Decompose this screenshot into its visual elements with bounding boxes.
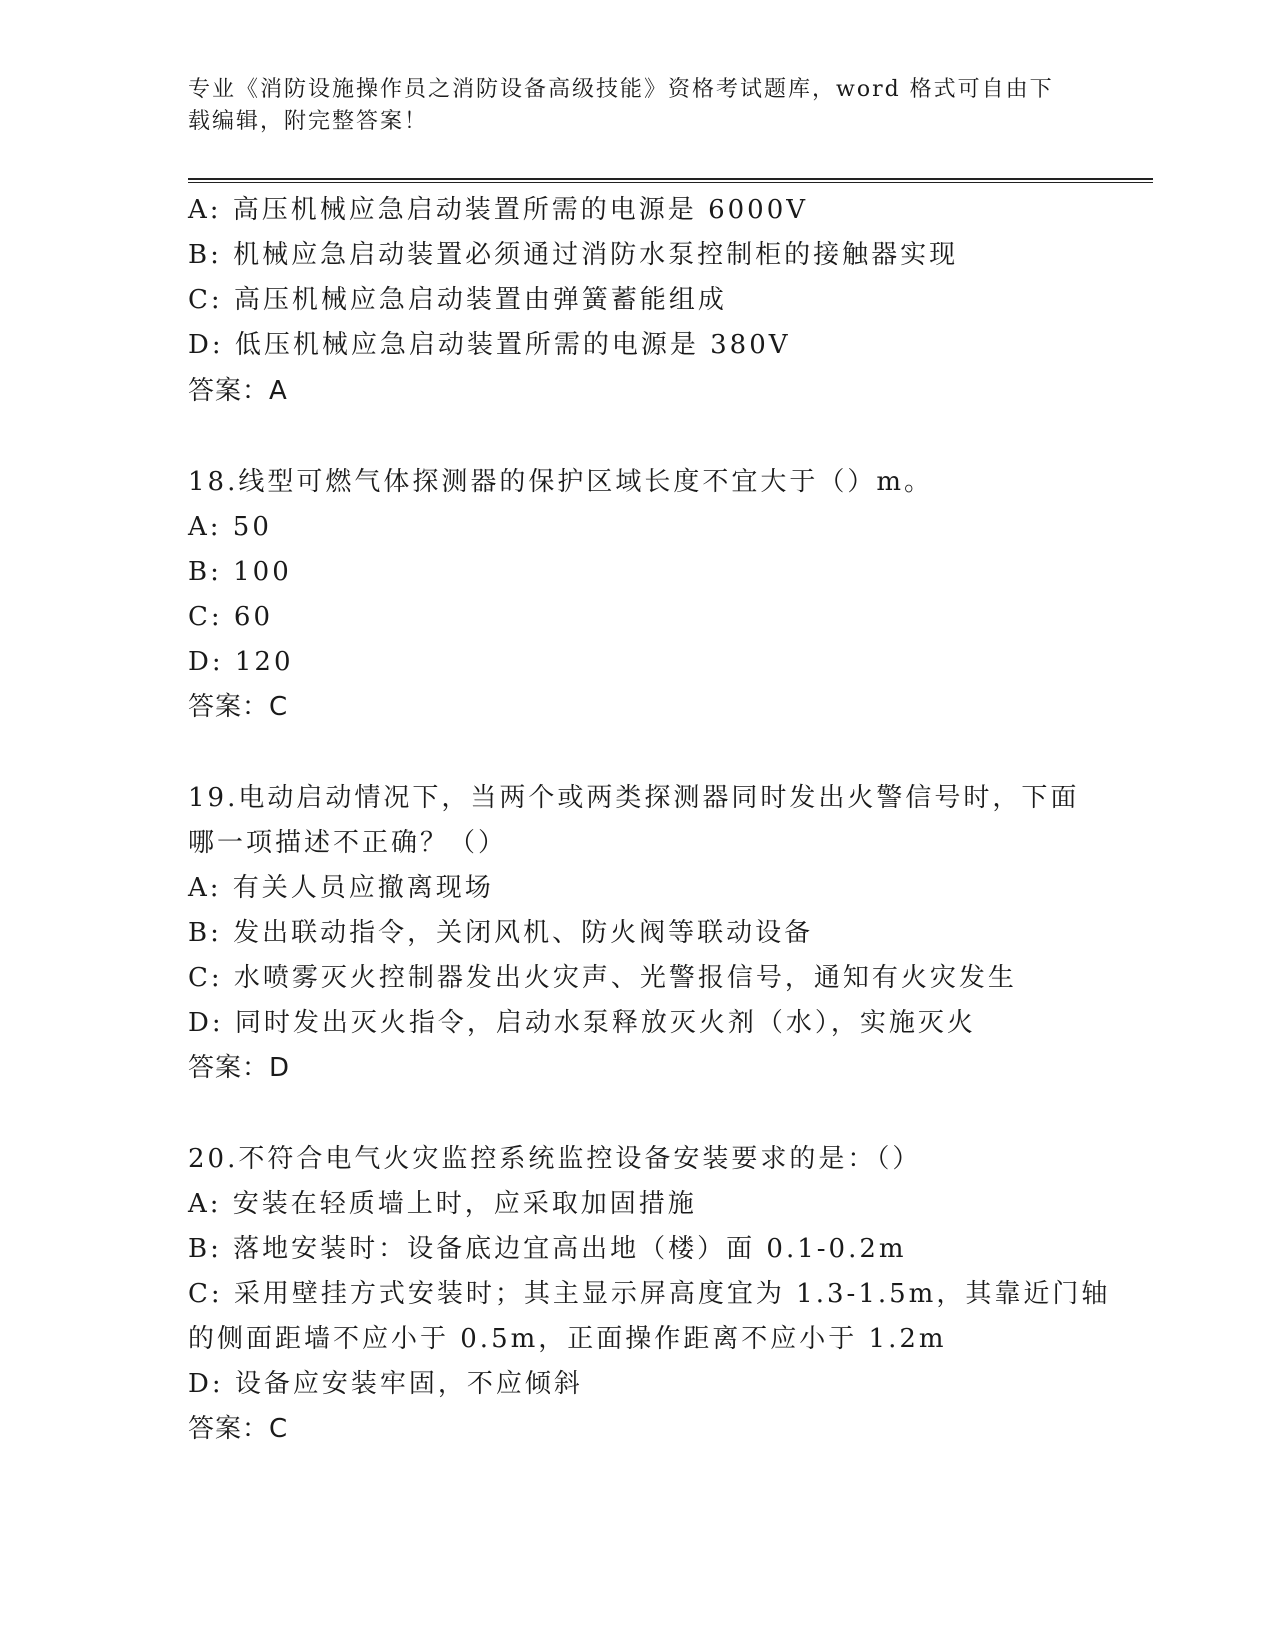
header-line-1: 专业《消防设施操作员之消防设备高级技能》资格考试题库，word 格式可自由下: [188, 77, 1054, 102]
q19-answer: 答案：D: [188, 1053, 291, 1083]
q19-option-c: C: 水喷雾灭火控制器发出火灾声、光警报信号，通知有火灾发生: [188, 963, 1017, 993]
q20-option-d: D: 设备应安装牢固，不应倾斜: [188, 1369, 583, 1399]
q20-option-c-line-1: C: 采用壁挂方式安装时；其主显示屏高度宜为 1.3-1.5m，其靠近门轴: [188, 1279, 1111, 1309]
q17-option-b: B: 机械应急启动装置必须通过消防水泵控制柜的接触器实现: [188, 240, 959, 270]
q18-option-d: D: 120: [188, 647, 294, 677]
q20-answer: 答案：C: [188, 1414, 289, 1444]
q19-option-a: A: 有关人员应撤离现场: [188, 873, 494, 903]
q19-question-line-1: 19.电动启动情况下，当两个或两类探测器同时发出火警信号时，下面: [188, 783, 1080, 813]
q19-option-b: B: 发出联动指令，关闭风机、防火阀等联动设备: [188, 918, 814, 948]
q17-option-c: C: 高压机械应急启动装置由弹簧蓄能组成: [188, 285, 727, 315]
q18-question: 18.线型可燃气体探测器的保护区域长度不宜大于（）m。: [188, 467, 934, 497]
q18-option-b: B: 100: [188, 557, 292, 587]
q19-question-line-2: 哪一项描述不正确？（）: [188, 828, 508, 858]
q20-option-a: A: 安装在轻质墙上时，应采取加固措施: [188, 1189, 697, 1219]
q20-option-c-line-2: 的侧面距墙不应小于 0.5m，正面操作距离不应小于 1.2m: [188, 1324, 947, 1354]
q18-option-c: C: 60: [188, 602, 274, 632]
q18-option-a: A: 50: [188, 512, 272, 542]
q19-option-d: D: 同时发出灭火指令，启动水泵释放灭火剂（水），实施灭火: [188, 1008, 976, 1038]
q20-option-b: B: 落地安装时：设备底边宜高出地（楼）面 0.1-0.2m: [188, 1234, 907, 1264]
q17-option-a: A: 高压机械应急启动装置所需的电源是 6000V: [188, 195, 809, 225]
header-line-2: 载编辑，附完整答案！: [188, 109, 429, 134]
q20-question: 20.不符合电气火灾监控系统监控设备安装要求的是：（）: [188, 1144, 922, 1174]
header-divider: [188, 178, 1153, 183]
q18-answer: 答案：C: [188, 692, 289, 722]
q17-option-d: D: 低压机械应急启动装置所需的电源是 380V: [188, 330, 791, 360]
q17-answer: 答案：A: [188, 376, 288, 406]
document-header: [188, 74, 1078, 138]
